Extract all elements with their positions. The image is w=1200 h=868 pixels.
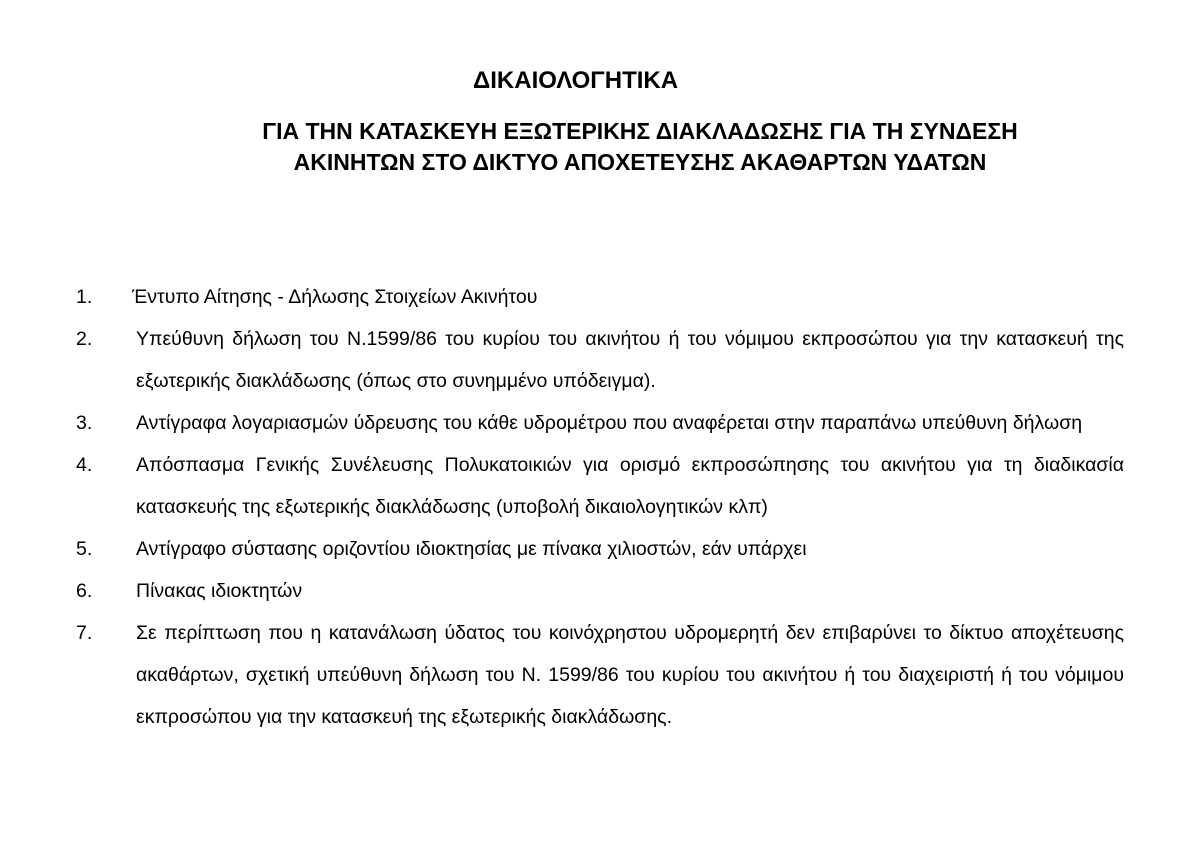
list-item-text: Αντίγραφο σύστασης οριζοντίου ιδιοκτησίας με πίνακα χιλιοστών, εάν υπάρχει [136, 538, 807, 560]
list-item [0, 276, 1200, 318]
document-subtitle-line-1: ΓΙΑ ΤΗΝ ΚΑΤΑΣΚΕΥΗ ΕΞΩΤΕΡΙΚΗΣ ΔΙΑΚΛΑΔΩΣΗΣ ΓΙΑ ΤΗ ΣΥΝΔΕΣΗ [262, 118, 1018, 144]
list-item-number: 5. [76, 538, 93, 560]
document-subtitle-line-2: ΑΚΙΝΗΤΩΝ ΣΤΟ ΔΙΚΤΥΟ ΑΠΟΧΕΤΕΥΣΗΣ ΑΚΑΘΑΡΤΩΝ ΥΔΑΤΩΝ [293, 149, 987, 175]
list-item-number: 1. [76, 286, 93, 308]
list-item-number: 2. [76, 328, 93, 350]
list-item-text: Απόσπασμα Γενικής Συνέλευσης Πολυκατοικιών για ορισμό εκπροσώπησης του ακινήτου για τη διαδικασία κατασκευής της εξωτερικής διακλάδωσης (υποβολή δικαιολογητικών κλπ) [136, 454, 1124, 518]
list-item-text: Υπεύθυνη δήλωση του Ν.1599/86 του κυρίου του ακινήτου ή του νόμιμου εκπροσώπου για την κατασκευή της εξωτερικής διακλάδωσης (όπως στο συνημμένο υπόδειγμα). [136, 328, 1124, 392]
list-item-number: 6. [76, 580, 93, 602]
list-item [0, 528, 1200, 570]
document-subtitle [175, 116, 1105, 178]
list-item-text: Σε περίπτωση που η κατανάλωση ύδατος του κοινόχρηστου υδρομερητή δεν επιβαρύνει το δίκτυο αποχέτευσης ακαθάρτων, σχετική υπεύθυνη δήλωση του Ν. 1599/86 του κυρίου του ακινήτου ή του διαχειριστή ή του νόμιμου εκπροσώπου για την κατασκευή της εξωτερικής διακλάδωσης. [136, 622, 1124, 728]
list-item [0, 570, 1200, 612]
list-item-text: Αντίγραφα λογαριασμών ύδρευσης του κάθε υδρομέτρου που αναφέρεται στην παραπάνω υπεύθυνη δήλωση [136, 412, 1083, 434]
requirements-list [0, 276, 1200, 738]
list-item [0, 444, 1200, 528]
list-item [0, 402, 1200, 444]
list-item [0, 612, 1200, 738]
list-item-number: 7. [76, 622, 93, 644]
list-item [0, 318, 1200, 402]
list-item-text: Πίνακας ιδιοκτητών [136, 580, 303, 602]
list-item-text: Έντυπο Αίτησης - Δήλωσης Στοιχείων Ακινήτου [132, 286, 538, 308]
list-item-number: 4. [76, 454, 93, 476]
document-title: ΔΙΚΑΙΟΛΟΓΗΤΙΚΑ [473, 67, 679, 94]
list-item-number: 3. [76, 412, 93, 434]
